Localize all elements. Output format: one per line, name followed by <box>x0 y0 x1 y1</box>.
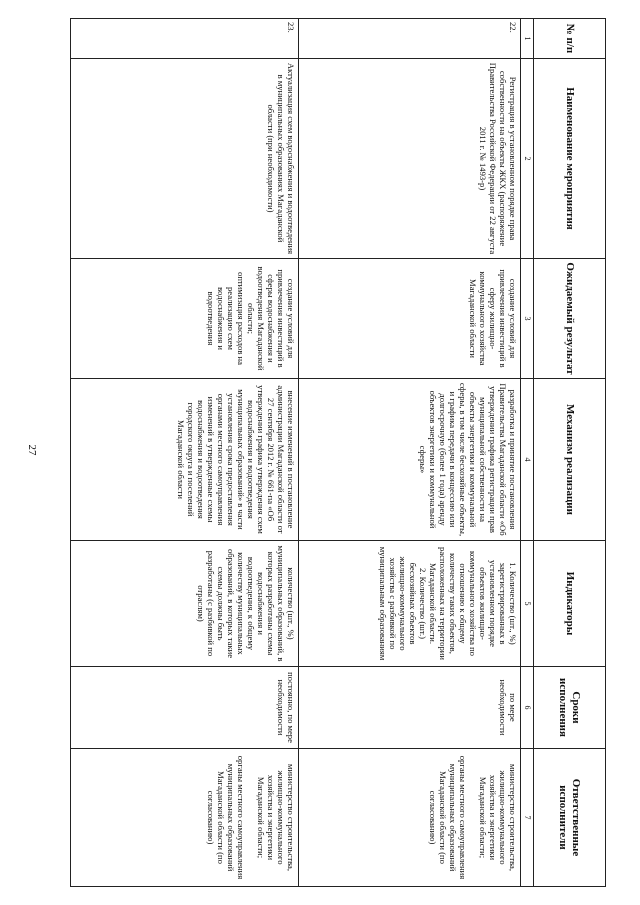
header-num: № п/п <box>534 19 606 59</box>
colnum-2: 2 <box>521 59 534 259</box>
column-number-row <box>521 19 534 887</box>
header-result: Ожидаемый результат <box>534 259 606 379</box>
row-num: 22. <box>299 19 521 59</box>
header-row <box>534 19 606 887</box>
colnum-3: 3 <box>521 259 534 379</box>
colnum-5: 5 <box>521 541 534 667</box>
row-deadline: по мере необходимости <box>299 667 521 749</box>
row-mechanism: внесение изменений в постановление администрации Магаданской области от 27 сентября 2012 г. № 661-па «Об утверждении графика утверждения схем водоснабжения и водоотведения муниципальных образований» в части установления срока предоставления органами местного самоуправления изменений в утвержденные схемы водоснабжения и водоотведения городского округа и поселений Магаданской области <box>71 379 299 541</box>
row-result: создание условий для привлечения инвестиций в сферу жилищно-коммунального хозяйства Магаданской области <box>299 259 521 379</box>
row-responsible <box>71 749 299 887</box>
row-indicators: количество (шт., %) муниципальных образований, в которых разработаны схемы водоснабжения и водоотведения, к общему количеству муниципальных образований, в которых такие схемы должны быть разработаны (с разбивкой по отраслям) <box>71 541 299 667</box>
colnum-7: 7 <box>521 749 534 887</box>
row-name: Регистрация в установленном порядке права собственности на объекты ЖКХ (распоряжение Правительства Российской Федерации от 22 августа 2011 г. № 1493-р) <box>299 59 521 259</box>
measures-table <box>70 18 606 887</box>
colnum-1: 1 <box>521 19 534 59</box>
responsible-local: органы местного самоуправления муниципальных образований Магаданской области (по согласованию) <box>206 755 246 880</box>
responsible-local: органы местного самоуправления муниципальных образований Магаданской области (по согласованию) <box>428 755 468 880</box>
responsible-ministry: министерство строительства, жилищно-коммунального хозяйства и энергетики Магаданской области; <box>256 763 296 872</box>
header-deadline: Сроки исполнения <box>534 667 606 749</box>
row-name: Актуализация схем водоснабжения и водоотведения в муниципальных образованиях Магаданской области (при необходимости) <box>71 59 299 259</box>
table-row-23 <box>71 19 299 887</box>
responsible-ministry: министерство строительства, жилищно-коммунального хозяйства и энергетики Магаданской области; <box>478 763 518 872</box>
row-num: 23. <box>71 19 299 59</box>
row-indicators: 1. Количество (шт., %) зарегистрированных в установленном порядке объектов жилищно-коммунального хозяйства по отношению к общему количеству таких объектов, расположенных на территории Магаданской области. 2. Количество (шт.) бесхозяйных объектов жилищно-коммунального хозяйства с разбивкой по муниципальным образованиям <box>299 541 521 667</box>
page-number: 27 <box>26 444 38 456</box>
row-deadline: постоянно, по мере необходимости <box>71 667 299 749</box>
row-result: создание условий для привлечения инвестиций в сферы водоснабжения и водоотведения Магаданской области; оптимизация расходов на реализацию схем водоснабжения и водоотведения <box>71 259 299 379</box>
colnum-4: 4 <box>521 379 534 541</box>
header-mechanism: Механизм реализации <box>534 379 606 541</box>
row-responsible <box>299 749 521 887</box>
row-mechanism: разработка и принятие постановления Правительства Магаданской области «Об утверждении графика регистрации прав муниципальной собственности на объекты энергетики и коммунальной сферы, в том числе бесхозяйные объекты, и графика передачи в концессию или долгосрочную (более 1 года) аренду объектов энергетики и коммунальной сферы» <box>299 379 521 541</box>
header-responsible: Ответственные исполнители <box>534 749 606 887</box>
document-scan <box>70 18 606 886</box>
colnum-6: 6 <box>521 667 534 749</box>
rotated-table-wrapper <box>70 18 606 886</box>
table-row-22 <box>299 19 521 887</box>
header-name: Наименование мероприятия <box>534 59 606 259</box>
header-indicators: Индикаторы <box>534 541 606 667</box>
